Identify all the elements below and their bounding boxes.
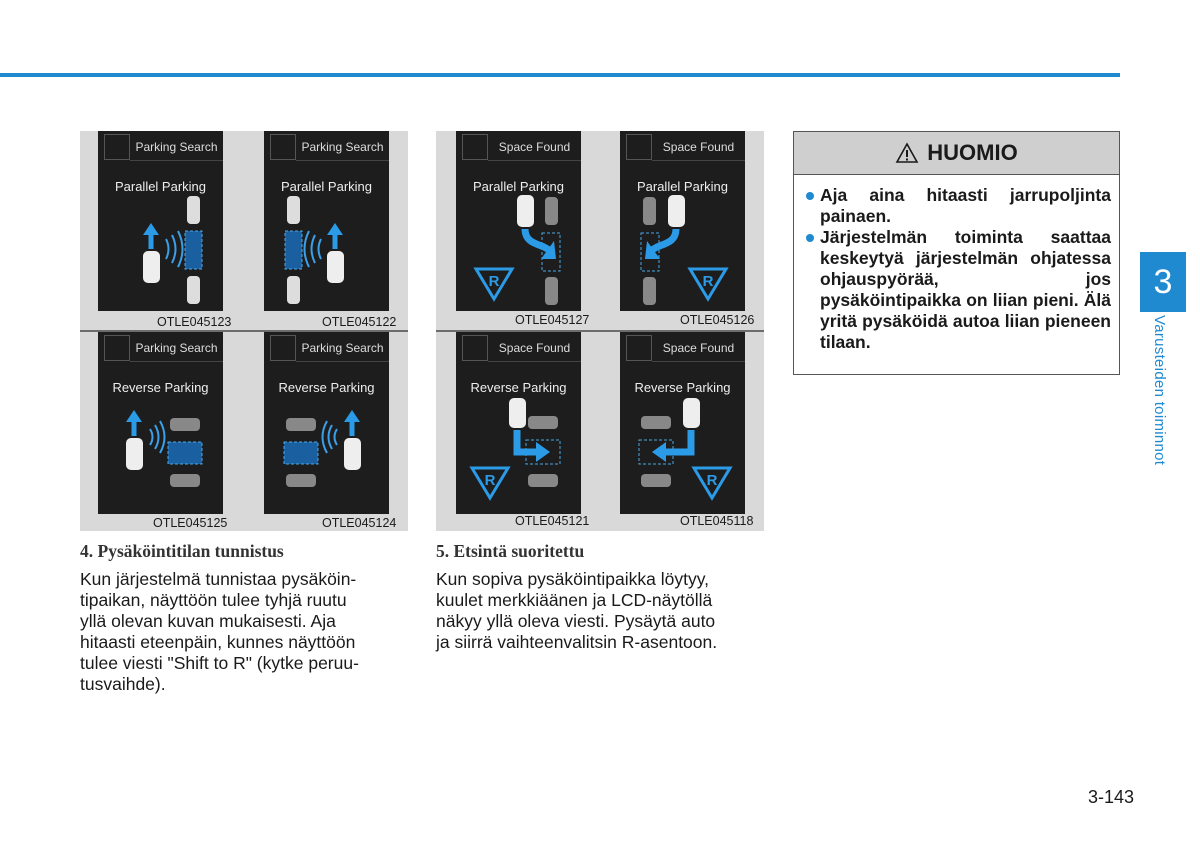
svg-text:R: R <box>706 472 718 489</box>
body-line: hitaasti eteenpäin, kunnes näyttöön <box>80 632 356 652</box>
car-icon <box>344 438 361 470</box>
figure-code: OTLE045125 <box>153 516 228 530</box>
screen-mode: Parallel Parking <box>114 179 207 194</box>
sensor-wave-icon <box>150 421 165 453</box>
figure-code: OTLE045127 <box>515 313 590 327</box>
caution-item-text: Järjestelmän toiminta saattaa keskeytyä järjestelmän ohjatessa ohjauspyörää, jos pysäköintipaikka on liian pieni. Älä yritä pysäköidä autoa liian pieneen tilaan. <box>820 227 1111 352</box>
parallel-parking-found-graphic <box>456 131 581 311</box>
screen-mode: Parallel Parking <box>472 179 565 194</box>
caution-box <box>793 131 1120 375</box>
sensor-wave-icon <box>305 231 322 267</box>
screen-header: Space Found <box>488 335 581 362</box>
caution-list <box>794 175 1119 353</box>
svg-text:R: R <box>702 273 714 290</box>
parked-car-icon <box>528 474 558 487</box>
body-line: tulee viesti "Shift to R" (kytke peruu- <box>80 653 359 673</box>
parallel-parking-graphic <box>98 131 223 311</box>
caution-item <box>806 227 1111 353</box>
arrow-icon <box>517 430 538 452</box>
sensor-wave-icon <box>166 231 183 267</box>
reverse-parking-found-graphic <box>456 332 581 514</box>
parked-car-icon <box>528 416 558 429</box>
figure-code: OTLE045121 <box>515 514 590 528</box>
warning-icon <box>895 142 919 164</box>
lcd-screen <box>98 332 223 514</box>
screen-mode: Reverse Parking <box>112 380 209 395</box>
reverse-parking-graphic <box>264 332 389 514</box>
lcd-screen <box>98 131 223 311</box>
screen-mode: Reverse Parking <box>278 380 375 395</box>
arrow-icon <box>664 430 691 452</box>
parked-car-icon <box>286 418 316 431</box>
section-body <box>436 569 766 653</box>
section-heading: 5. Etsintä suoritettu <box>436 541 585 561</box>
figure-code: OTLE045122 <box>322 315 397 329</box>
figure-code: OTLE045123 <box>157 315 232 329</box>
parked-car-icon <box>187 196 200 224</box>
caution-item-text: Aja aina hitaasti jarrupoljinta painaen. <box>820 185 1111 226</box>
lcd-screen <box>620 131 745 311</box>
header-rule <box>0 73 1120 77</box>
screen-header: Parking Search <box>130 335 223 362</box>
arrow-icon <box>650 229 676 251</box>
parked-car-icon <box>641 474 671 487</box>
reverse-parking-graphic <box>98 332 223 514</box>
car-icon <box>126 438 143 470</box>
page-number: 3-143 <box>1088 787 1135 807</box>
parked-car-icon <box>643 277 656 305</box>
screen-header: Parking Search <box>296 134 389 161</box>
arrow-head-icon <box>652 442 666 462</box>
arrow-head-icon <box>143 223 159 235</box>
screen-mode: Reverse Parking <box>634 380 731 395</box>
figure-code: OTLE045124 <box>322 516 397 530</box>
bullet-icon <box>806 234 814 242</box>
figure-code: OTLE045118 <box>680 514 754 528</box>
reverse-parking-found-graphic <box>620 332 745 514</box>
parked-car-icon <box>187 276 200 304</box>
arrow-head-icon <box>536 442 550 462</box>
car-icon <box>683 398 700 428</box>
parked-car-icon <box>545 197 558 225</box>
lcd-screen <box>264 332 389 514</box>
arrow-head-icon <box>126 410 142 422</box>
body-line: näkyy yllä oleva viesti. Pysäytä auto <box>436 611 716 631</box>
chapter-tab: 3 <box>1140 252 1186 312</box>
caution-item <box>806 185 1111 227</box>
figure-code: OTLE045126 <box>680 313 755 327</box>
parking-space-icon <box>284 442 318 464</box>
body-line: Kun järjestelmä tunnistaa pysäköin- <box>80 569 357 589</box>
lcd-screen <box>264 131 389 311</box>
section-heading: 4. Pysäköintitilan tunnistus <box>80 541 284 561</box>
car-icon <box>509 398 526 428</box>
lcd-screen <box>456 131 581 311</box>
parking-space-icon <box>185 231 202 269</box>
screen-header: Space Found <box>488 134 581 161</box>
chapter-title: Varusteiden toiminnot <box>1151 315 1168 466</box>
svg-text:R: R <box>488 273 500 290</box>
parallel-parking-graphic <box>264 131 389 311</box>
lcd-screen <box>620 332 745 514</box>
car-icon <box>517 195 534 227</box>
parked-car-icon <box>287 276 300 304</box>
screen-mode: Parallel Parking <box>280 179 373 194</box>
body-line: Kun sopiva pysäköintipaikka löytyy, <box>436 569 710 589</box>
svg-text:R: R <box>484 472 496 489</box>
body-line: tusvaihde). <box>80 674 166 694</box>
screen-header: Space Found <box>652 134 745 161</box>
parked-car-icon <box>286 474 316 487</box>
car-icon <box>668 195 685 227</box>
arrow-head-icon <box>344 410 360 422</box>
car-icon <box>143 251 160 283</box>
parked-car-icon <box>545 277 558 305</box>
screen-header: Space Found <box>652 335 745 362</box>
parked-car-icon <box>170 418 200 431</box>
screen-header: Parking Search <box>296 335 389 362</box>
lcd-screen <box>456 332 581 514</box>
caution-header <box>794 132 1119 175</box>
body-line: kuulet merkkiäänen ja LCD-näytöllä <box>436 590 713 610</box>
parallel-parking-found-graphic <box>620 131 745 311</box>
body-line: tipaikan, näyttöön tulee tyhjä ruutu <box>80 590 347 610</box>
bullet-icon <box>806 192 814 200</box>
parking-space-icon <box>285 231 302 269</box>
car-icon <box>327 251 344 283</box>
screen-mode: Reverse Parking <box>470 380 567 395</box>
arrow-head-icon <box>327 223 343 235</box>
parking-space-icon <box>168 442 202 464</box>
section-body <box>80 569 410 695</box>
caution-title: HUOMIO <box>927 140 1018 165</box>
parked-car-icon <box>643 197 656 225</box>
screen-mode: Parallel Parking <box>636 179 729 194</box>
sensor-wave-icon <box>323 421 338 453</box>
body-line: ja siirrä vaihteenvalitsin R-asentoon. <box>436 632 718 652</box>
screen-header: Parking Search <box>130 134 223 161</box>
arrow-icon <box>525 229 551 251</box>
parked-car-icon <box>641 416 671 429</box>
body-line: yllä olevan kuvan mukaisesti. Aja <box>80 611 336 631</box>
parked-car-icon <box>287 196 300 224</box>
parked-car-icon <box>170 474 200 487</box>
